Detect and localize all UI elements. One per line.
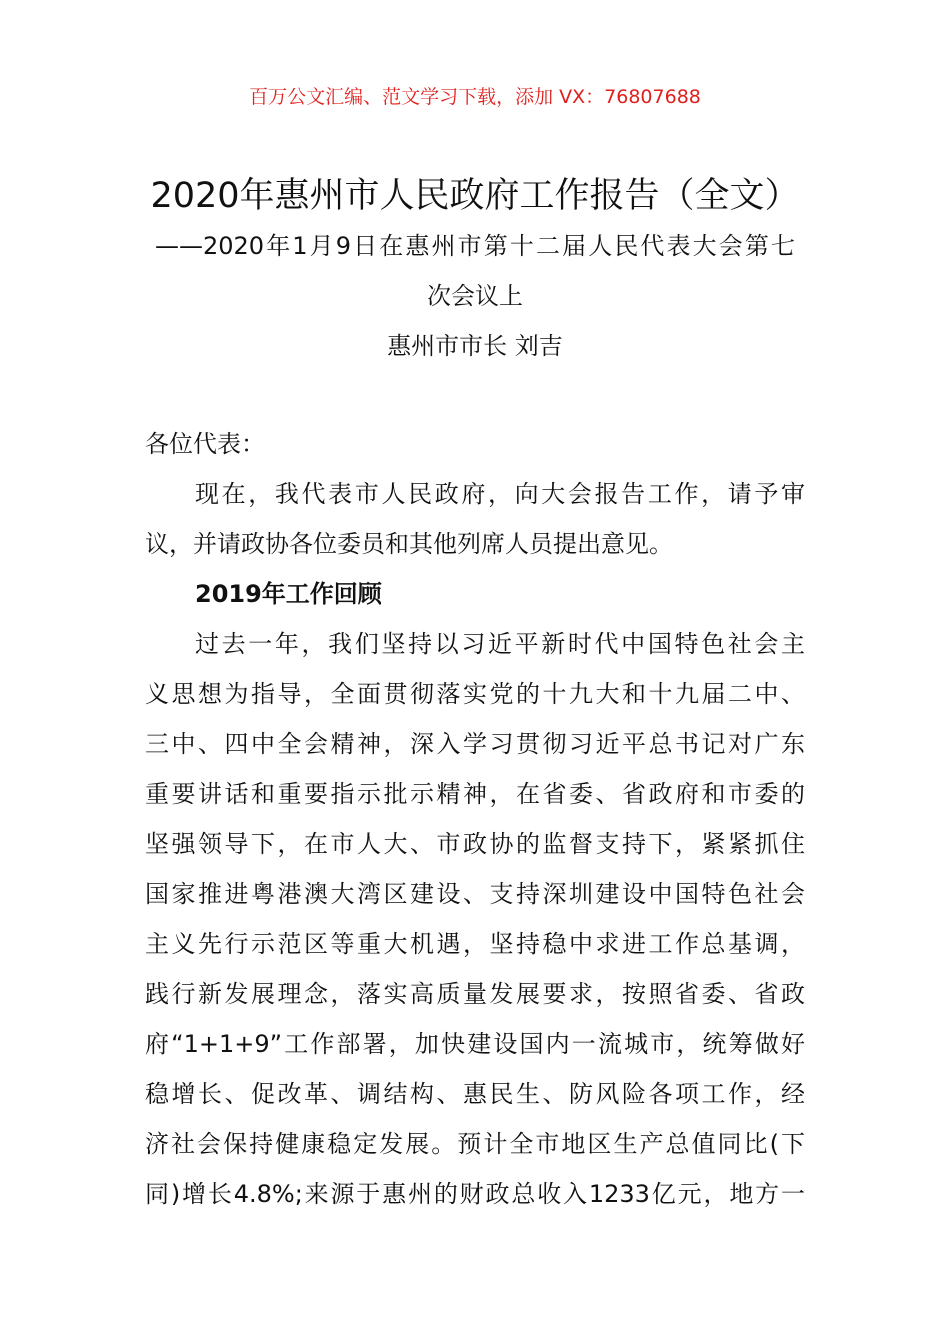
paragraph-line: 府“1+1+9”工作部署，加快建设国内一流城市，统筹做好 <box>145 1030 805 1058</box>
section-heading: 2019年工作回顾 <box>195 580 382 608</box>
paragraph-line: 践行新发展理念，落实高质量发展要求，按照省委、省政 <box>145 980 805 1008</box>
author-line: 惠州市市长 刘吉 <box>387 332 563 360</box>
paragraph-line: 过去一年，我们坚持以习近平新时代中国特色社会主 <box>195 630 805 658</box>
paragraph-line: 稳增长、促改革、调结构、惠民生、防风险各项工作，经 <box>145 1080 805 1108</box>
document-title: 2020年惠州市人民政府工作报告（全文） <box>150 176 800 216</box>
paragraph-line: 议，并请政协各位委员和其他列席人员提出意见。 <box>145 530 673 558</box>
paragraph-line: 同)增长4.8%;来源于惠州的财政总收入1233亿元，地方一 <box>145 1180 805 1208</box>
paragraph-line: 重要讲话和重要指示批示精神，在省委、省政府和市委的 <box>145 780 805 808</box>
paragraph-line: 主义先行示范区等重大机遇，坚持稳中求进工作总基调， <box>145 930 805 958</box>
salutation: 各位代表： <box>145 430 265 458</box>
paragraph-line: 义思想为指导，全面贯彻落实党的十九大和十九届二中、 <box>145 680 805 708</box>
watermark-banner: 百万公文汇编、范文学习下载，添加 VX：76807688 <box>249 86 701 108</box>
paragraph-line: 国家推进粤港澳大湾区建设、支持深圳建设中国特色社会 <box>145 880 805 908</box>
subtitle-line-1: ——2020年1月9日在惠州市第十二届人民代表大会第七 <box>155 232 795 260</box>
paragraph-line: 现在，我代表市人民政府，向大会报告工作，请予审 <box>195 480 805 508</box>
paragraph-line: 三中、四中全会精神，深入学习贯彻习近平总书记对广东 <box>145 730 805 758</box>
subtitle-line-2: 次会议上 <box>427 282 523 310</box>
paragraph-line: 坚强领导下，在市人大、市政协的监督支持下，紧紧抓住 <box>145 830 805 858</box>
paragraph-line: 济社会保持健康稳定发展。预计全市地区生产总值同比(下 <box>145 1130 805 1158</box>
